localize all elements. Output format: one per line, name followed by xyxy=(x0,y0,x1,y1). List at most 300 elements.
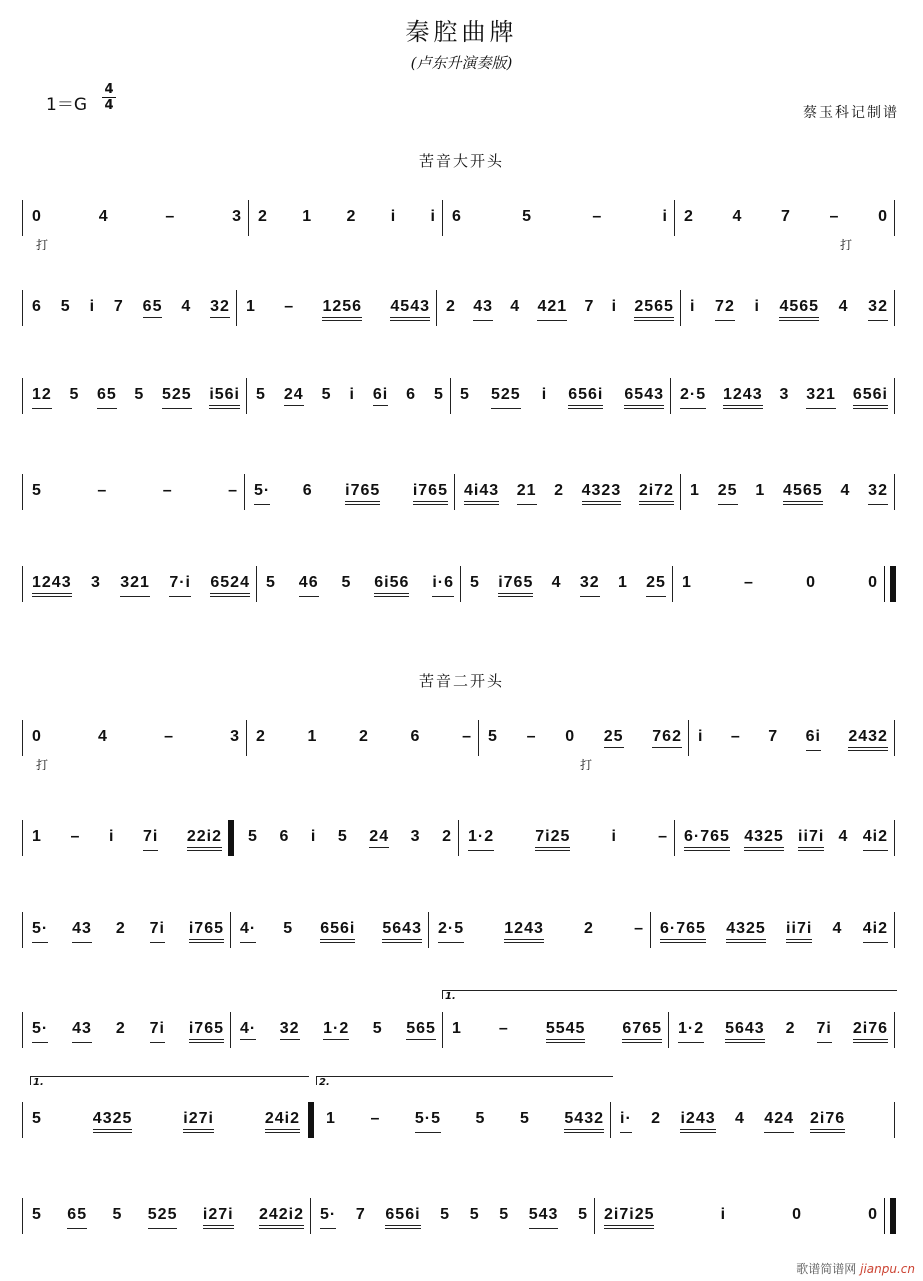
barline xyxy=(894,720,895,756)
note-group: 0 xyxy=(32,728,42,745)
note-group: – xyxy=(744,574,754,591)
note-group: 6 xyxy=(452,208,462,225)
note-group: 32 xyxy=(210,298,230,318)
note-group: 421 xyxy=(537,298,567,321)
note-group: 6 xyxy=(279,828,290,845)
measure xyxy=(650,916,894,946)
note-group: 2 xyxy=(584,920,594,937)
note-group: 5 xyxy=(60,298,71,315)
hit-mark: 打 xyxy=(840,238,853,252)
measure xyxy=(680,478,894,508)
note-group: 7i xyxy=(150,1020,165,1043)
note-group: 2·5 xyxy=(680,386,706,409)
watermark xyxy=(796,1260,915,1277)
measure-notes xyxy=(32,1110,300,1133)
note-group: – xyxy=(592,208,603,225)
note-group: 0 xyxy=(868,1206,878,1223)
measure-notes xyxy=(266,574,454,597)
note-group: 32 xyxy=(580,574,600,597)
measure-notes xyxy=(680,386,888,409)
note-group: 1 xyxy=(617,574,628,591)
measure xyxy=(478,724,688,754)
note-group: 1243 xyxy=(504,920,544,943)
watermark-site: 歌谱简谱网 xyxy=(796,1262,857,1276)
measure xyxy=(236,294,436,324)
transcriber-credit: 蔡玉科记制谱 xyxy=(803,105,899,121)
note-group: i765 xyxy=(413,482,448,505)
note-group: 7 xyxy=(781,208,791,225)
measure-notes xyxy=(32,574,250,597)
note-group: 32 xyxy=(868,482,888,505)
score-row-7 xyxy=(22,820,897,860)
note-group: 24 xyxy=(284,386,304,406)
note-group: 1·2 xyxy=(323,1020,349,1040)
note-group: 543 xyxy=(529,1206,559,1229)
note-group: 46 xyxy=(299,574,319,597)
note-group: 3 xyxy=(232,208,242,225)
note-group: 6i xyxy=(806,728,821,751)
note-group: 2i76 xyxy=(853,1020,888,1043)
note-group: 5 xyxy=(470,574,480,591)
measure-notes xyxy=(32,298,230,318)
note-group: 4 xyxy=(838,828,849,845)
note-group: 565 xyxy=(406,1020,436,1040)
page-title: 秦腔曲牌 xyxy=(405,18,518,46)
note-group: 5 xyxy=(32,1110,42,1127)
note-group: 72 xyxy=(715,298,735,321)
note-group: 4325 xyxy=(93,1110,133,1133)
note-group: 5· xyxy=(254,482,270,505)
note-group: 2 xyxy=(684,208,694,225)
note-group: i xyxy=(430,208,436,225)
barline xyxy=(894,474,895,510)
note-group: 2 xyxy=(346,208,357,225)
measure xyxy=(22,294,236,324)
note-group: 5 xyxy=(341,574,352,591)
note-group: 0 xyxy=(792,1206,802,1223)
score-row-5 xyxy=(22,566,897,606)
measure xyxy=(800,1106,894,1136)
note-group: 4 xyxy=(838,298,849,315)
note-group: – xyxy=(829,208,840,225)
measure xyxy=(230,916,428,946)
note-group: 525 xyxy=(162,386,192,409)
note-group: 7i xyxy=(150,920,165,943)
note-group: 1243 xyxy=(723,386,763,409)
note-group: 656i xyxy=(853,386,888,409)
measure-notes xyxy=(468,828,668,851)
note-group: 242i2 xyxy=(259,1206,304,1229)
note-group: 656i xyxy=(320,920,355,943)
note-group: i27i xyxy=(183,1110,214,1133)
note-group: – xyxy=(70,828,81,845)
measure xyxy=(610,1106,800,1136)
note-group: i765 xyxy=(189,1020,224,1043)
note-group: 7i xyxy=(817,1020,832,1043)
measure-notes xyxy=(464,482,674,505)
measure-notes xyxy=(690,298,888,321)
measure-notes xyxy=(620,1110,794,1133)
measure xyxy=(436,294,680,324)
note-group: 1 xyxy=(755,482,766,499)
measure xyxy=(668,1016,894,1046)
measure xyxy=(680,294,894,324)
note-group: 21 xyxy=(517,482,537,505)
note-group: 3 xyxy=(779,386,790,403)
score-row-9 xyxy=(22,991,897,1052)
note-group: 5 xyxy=(283,920,294,937)
note-group: 0 xyxy=(878,208,888,225)
note-group: 2i7i25 xyxy=(604,1206,654,1229)
note-group: 5 xyxy=(248,828,258,845)
note-group: i56i xyxy=(209,386,240,409)
note-group: 5· xyxy=(32,920,48,943)
note-group: 1 xyxy=(302,208,313,225)
note-group: – xyxy=(284,298,295,315)
note-group: 4 xyxy=(732,208,743,225)
measure xyxy=(22,570,256,600)
note-group: 2·5 xyxy=(438,920,464,943)
note-group: 5 xyxy=(460,386,470,403)
note-group: 1 xyxy=(452,1020,462,1037)
measure-notes xyxy=(698,728,888,751)
note-group: 24 xyxy=(369,828,389,848)
note-group: 1 xyxy=(682,574,692,591)
note-group: 5643 xyxy=(725,1020,765,1043)
section-heading-2: 苦音二开头 xyxy=(418,672,504,690)
note-group: – xyxy=(658,828,668,845)
note-group: 4323 xyxy=(582,482,622,505)
measure xyxy=(688,724,894,754)
note-group: 7 xyxy=(113,298,124,315)
hit-mark: 打 xyxy=(36,758,49,772)
measure xyxy=(22,204,248,234)
note-group: 424 xyxy=(764,1110,794,1133)
barline xyxy=(884,566,885,602)
volta-bracket-1: 1. xyxy=(30,1076,309,1085)
score-row-10 xyxy=(22,1077,897,1142)
note-group: 656i xyxy=(385,1206,420,1229)
measure xyxy=(310,1202,594,1232)
measure-notes xyxy=(684,208,888,227)
note-group: 6 xyxy=(302,482,313,499)
note-group: 65 xyxy=(143,298,163,318)
measure-notes xyxy=(682,574,878,593)
measure xyxy=(316,1106,610,1136)
barline xyxy=(894,290,895,326)
measure xyxy=(230,1016,442,1046)
measure xyxy=(238,824,458,854)
measure-notes xyxy=(660,920,888,943)
time-signature-top: 4 xyxy=(102,82,116,98)
note-group: 25 xyxy=(718,482,738,505)
note-group: i xyxy=(698,728,704,745)
note-group: 1 xyxy=(326,1110,336,1127)
note-group: 5 xyxy=(499,1206,510,1223)
note-group: i·6 xyxy=(432,574,454,597)
measure-notes xyxy=(320,1206,588,1229)
note-group: 32 xyxy=(868,298,888,321)
note-group: 4543 xyxy=(390,298,430,321)
note-group: 2 xyxy=(442,828,452,845)
note-group: 0 xyxy=(868,574,878,591)
note-group: 6·765 xyxy=(684,828,730,851)
note-group: – xyxy=(164,728,174,745)
measure xyxy=(454,478,680,508)
note-group: 1 xyxy=(246,298,256,315)
note-group: 2 xyxy=(554,482,565,499)
final-barline xyxy=(890,566,896,602)
note-group: 4· xyxy=(240,920,256,943)
note-group: 0 xyxy=(806,574,816,591)
note-group: 4 xyxy=(98,728,108,745)
note-group: 2 xyxy=(115,920,126,937)
note-group: 2 xyxy=(115,1020,126,1037)
measure-notes xyxy=(460,386,664,409)
measure xyxy=(22,1106,306,1136)
note-group: 6765 xyxy=(622,1020,662,1043)
measure-notes xyxy=(690,482,888,505)
note-group: – xyxy=(462,728,472,745)
barline xyxy=(894,1102,895,1138)
measure xyxy=(442,204,674,234)
note-group: 2 xyxy=(256,728,266,745)
note-group: 7i xyxy=(143,828,158,851)
measure-notes xyxy=(32,482,238,501)
note-group: 1243 xyxy=(32,574,72,597)
score-row-2 xyxy=(22,290,897,330)
note-group: 321 xyxy=(120,574,150,597)
hit-mark: 打 xyxy=(36,238,49,252)
measure-notes xyxy=(240,1020,436,1040)
note-group: 1 xyxy=(32,828,42,845)
note-group: 1 xyxy=(690,482,700,499)
repeat-start-barline xyxy=(228,820,234,856)
score-row-6 xyxy=(22,720,897,772)
note-group: 3 xyxy=(90,574,101,591)
score-row-11 xyxy=(22,1198,897,1238)
barline xyxy=(884,1198,885,1234)
note-group: 5 xyxy=(32,482,42,499)
note-group: 5·5 xyxy=(415,1110,441,1133)
note-group: 2565 xyxy=(634,298,674,321)
note-group: 4 xyxy=(551,574,562,591)
note-group: 5 xyxy=(112,1206,123,1223)
note-group: 6 xyxy=(406,386,417,403)
measure-notes xyxy=(32,1020,224,1043)
note-group: i xyxy=(662,208,668,225)
measure xyxy=(22,824,228,854)
measure-notes xyxy=(248,828,452,848)
note-group: – xyxy=(634,920,644,937)
measure-notes xyxy=(326,1110,604,1133)
measure-notes xyxy=(488,728,682,748)
note-group: 4· xyxy=(240,1020,256,1040)
note-group: 4 xyxy=(181,298,192,315)
measure xyxy=(22,916,230,946)
note-group: 4 xyxy=(832,920,843,937)
section-heading-1: 苦音大开头 xyxy=(418,152,504,170)
note-group: 3 xyxy=(410,828,421,845)
repeat-end-barline xyxy=(308,1102,314,1138)
note-group: 6 xyxy=(32,298,42,315)
measure-notes xyxy=(438,920,644,943)
score-row-4 xyxy=(22,474,897,514)
measure xyxy=(22,478,244,508)
measure xyxy=(458,824,674,854)
note-group: 5· xyxy=(32,1020,48,1043)
note-group: 1·2 xyxy=(678,1020,704,1043)
measure-notes xyxy=(470,574,666,597)
note-group: 22i2 xyxy=(187,828,222,851)
score-row-8 xyxy=(22,912,897,952)
note-group: 4i2 xyxy=(863,828,888,851)
note-group: 5 xyxy=(522,208,533,225)
note-group: 24i2 xyxy=(265,1110,300,1133)
note-group: 6524 xyxy=(210,574,250,597)
measure-notes xyxy=(32,386,240,409)
measure xyxy=(246,724,478,754)
measure-notes xyxy=(258,208,436,227)
note-group: 4 xyxy=(510,298,521,315)
note-group: 762 xyxy=(652,728,682,748)
measure xyxy=(248,204,442,234)
note-group: 7i25 xyxy=(535,828,570,851)
note-group: i765 xyxy=(189,920,224,943)
note-group: 5 xyxy=(434,386,444,403)
note-group: i xyxy=(611,298,618,315)
measure-notes xyxy=(256,386,444,406)
measure-notes xyxy=(446,298,674,321)
note-group: 3 xyxy=(230,728,240,745)
note-group: 65 xyxy=(97,386,117,409)
note-group: i xyxy=(690,298,696,315)
measure xyxy=(674,824,894,854)
note-group: 5 xyxy=(578,1206,588,1223)
note-group: 5 xyxy=(69,386,80,403)
note-group: 6i56 xyxy=(374,574,409,597)
measure xyxy=(22,1202,310,1232)
note-group: – xyxy=(370,1110,381,1127)
measure-notes xyxy=(452,208,668,227)
note-group: 2i72 xyxy=(639,482,674,505)
note-group: – xyxy=(228,482,238,499)
measure-notes xyxy=(452,1020,662,1043)
note-group: 0 xyxy=(32,208,42,225)
note-group: 4565 xyxy=(783,482,823,505)
note-group: ii7i xyxy=(786,920,812,943)
note-group: 5 xyxy=(337,828,348,845)
measure xyxy=(442,1016,668,1046)
note-group: 2432 xyxy=(848,728,888,751)
note-group: 5 xyxy=(372,1020,383,1037)
time-signature-bottom: 4 xyxy=(104,98,114,113)
note-group: 5· xyxy=(320,1206,336,1229)
measure xyxy=(450,382,670,412)
note-group: 2i76 xyxy=(810,1110,845,1133)
note-group: 5 xyxy=(519,1110,530,1127)
measure-notes xyxy=(246,298,430,321)
measure xyxy=(670,382,894,412)
note-group: 43 xyxy=(72,1020,92,1043)
measure-notes xyxy=(810,1110,888,1133)
measure-notes xyxy=(604,1206,878,1229)
barline xyxy=(894,378,895,414)
measure xyxy=(256,570,460,600)
note-group: 4 xyxy=(840,482,851,499)
note-group: 5432 xyxy=(564,1110,604,1133)
note-group: 525 xyxy=(491,386,521,409)
note-group: 1 xyxy=(307,728,318,745)
note-group: i xyxy=(611,828,617,845)
note-group: – xyxy=(498,1020,509,1037)
measure-notes xyxy=(684,828,888,851)
barline xyxy=(894,200,895,236)
measure-notes xyxy=(32,208,242,227)
note-group: i xyxy=(89,298,96,315)
barline xyxy=(894,820,895,856)
measure-notes xyxy=(254,482,448,505)
note-group: 12 xyxy=(32,386,52,409)
measure-notes xyxy=(32,920,224,943)
time-signature xyxy=(102,82,116,113)
note-group: 5 xyxy=(321,386,332,403)
note-group: 5643 xyxy=(382,920,422,943)
measure xyxy=(672,570,884,600)
measure-notes xyxy=(32,728,240,747)
note-group: 7·i xyxy=(169,574,191,597)
note-group: 4325 xyxy=(744,828,784,851)
note-group: i243 xyxy=(680,1110,715,1133)
note-group: 656i xyxy=(568,386,603,409)
note-group: 5545 xyxy=(546,1020,586,1043)
note-group: 2 xyxy=(359,728,369,745)
note-group: i xyxy=(541,386,548,403)
note-group: ii7i xyxy=(798,828,824,851)
note-group: 32 xyxy=(280,1020,300,1040)
note-group: 25 xyxy=(646,574,666,597)
score-row-3 xyxy=(22,378,897,418)
volta-bracket-1: 1. xyxy=(442,990,897,999)
note-group: – xyxy=(97,482,108,499)
measure-notes xyxy=(32,1206,304,1229)
note-group: i27i xyxy=(203,1206,234,1229)
note-group: 25 xyxy=(604,728,624,748)
measure-notes xyxy=(240,920,422,943)
note-group: 65 xyxy=(67,1206,87,1229)
note-group: 321 xyxy=(806,386,836,409)
note-group: i xyxy=(310,828,317,845)
note-group: 6543 xyxy=(624,386,664,409)
note-group: i xyxy=(349,386,355,403)
key-signature: 1＝G xyxy=(46,95,87,115)
measure xyxy=(428,916,650,946)
note-group: i765 xyxy=(345,482,380,505)
note-group: i xyxy=(390,208,397,225)
note-group: 7 xyxy=(355,1206,366,1223)
subtitle: (卢东升演奏版) xyxy=(410,54,513,72)
note-group: 43 xyxy=(473,298,493,321)
note-group: 1·2 xyxy=(468,828,494,851)
volta-bracket-2: 2. xyxy=(316,1076,613,1085)
note-group: 5 xyxy=(440,1206,451,1223)
watermark-url: jianpu.cn xyxy=(860,1262,915,1276)
note-group: i· xyxy=(620,1110,632,1133)
note-group: 525 xyxy=(148,1206,178,1229)
note-group: 5 xyxy=(469,1206,480,1223)
note-group: – xyxy=(162,482,173,499)
note-group: 5 xyxy=(32,1206,42,1223)
